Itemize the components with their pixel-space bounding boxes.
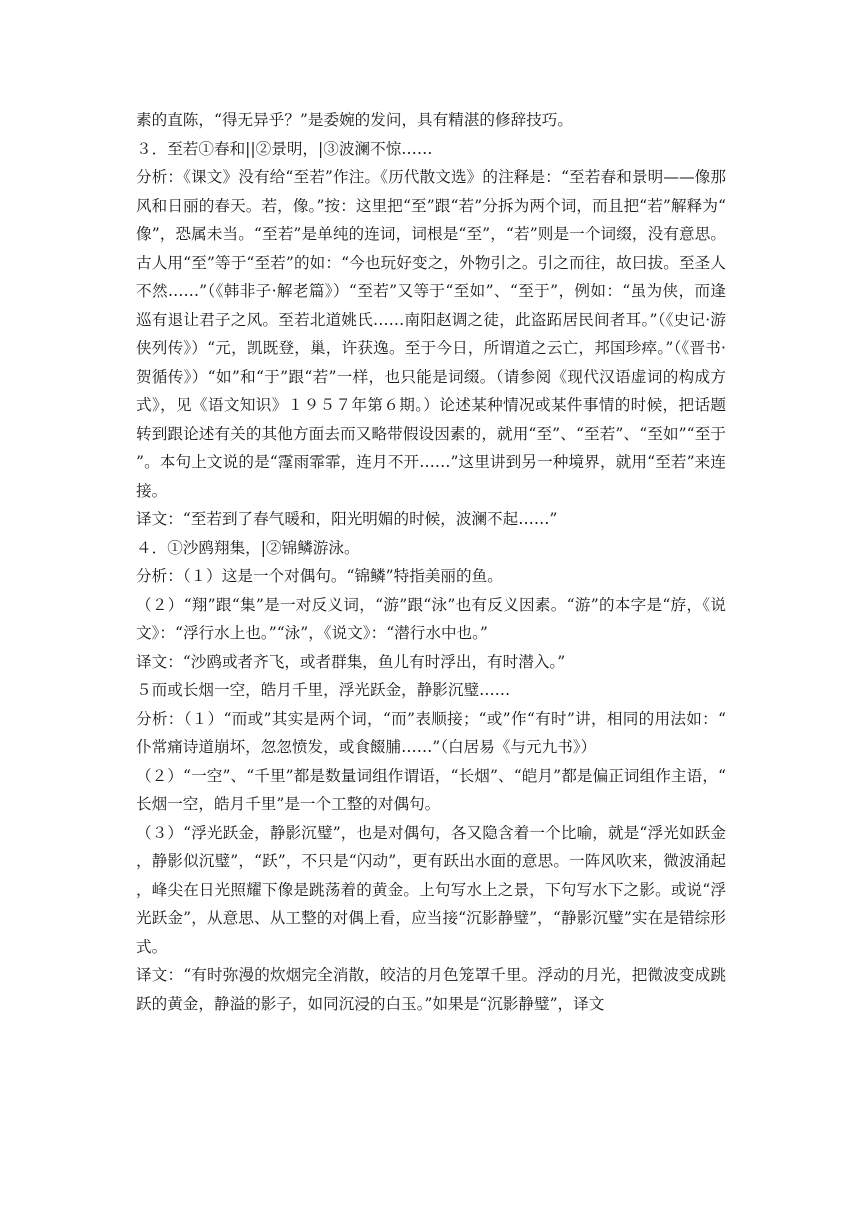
item-5-analysis-3: （３）“浮光跃金，静影沉璧”，也是对偶句，各又隐含着一个比喻，就是“浮光如跃金，静影似沉璧”，“跃”，不只是“闪动”，更有跃出水面的意思。一阵风吹来，微波涌起，峰尖在日光照耀下像是跳荡着的黄金。上句写水上之景，下句写水下之影。或说“浮光跃金”，从意思、从工整的对偶上看，应当接“沉影静璧”，“静影沉璧”实在是错综形式。 <box>136 823 726 956</box>
item-5-analysis-1: 分析：（１）“而或”其实是两个词，“而”表顺接；“或”作“有时”讲，相同的用法如：“仆常痛诗道崩坏，忽忽愤发，或食餟脯……”（白居易《与元九书》） <box>136 709 726 756</box>
item-3-heading: ３．至若①春和||②景明，|③波澜不惊…… <box>136 139 433 158</box>
item-5-analysis-2: （２）“一空”、“千里”都是数量词组作谓语，“长烟”、“皑月”都是偏正词组作主语，“长烟一空，皓月千里”是一个工整的对偶句。 <box>136 766 726 813</box>
paragraph-continuation: 素的直陈，“得无异乎？”是委婉的发问，具有精湛的修辞技巧。 <box>136 111 573 129</box>
item-4-analysis-1: 分析：（１）这是一个对偶句。“锦鳞”特指美丽的鱼。 <box>136 567 503 585</box>
item-4-heading: ４．①沙鸥翔集，|②锦鳞游泳。 <box>136 538 360 557</box>
item-3-translation: 译文：“至若到了春气暖和，阳光明媚的时候，波澜不起……” <box>136 510 558 528</box>
document-body <box>136 106 726 1018</box>
item-4-analysis-2: （２）“翔”跟“集”是一对反义词，“游”跟“泳”也有反义因素。“游”的本字是“斿，《说文》：“浮行水上也。”“泳”，《说文》：“潜行水中也。” <box>136 595 726 642</box>
item-5-translation: 译文：“有时弥漫的炊烟完全消散，皎洁的月色笼罩千里。浮动的月光，把微波变成跳跃的黄金，静溢的影子，如同沉浸的白玉。”如果是“沉影静璧”，译文 <box>136 966 726 1013</box>
item-5-heading: ５而或长烟一空，皓月千里，浮光跃金，静影沉璧…… <box>136 681 511 699</box>
item-3-analysis: 分析：《课文》没有给“至若”作注。《历代散文选》的注释是：“至若春和景明——像那风和日丽的春天。若，像。”按：这里把“至”跟“若”分拆为两个词，而且把“若”解释为“像”，恐属未当。“至若”是单纯的连词，词根是“至”，“若”则是一个词缀，没有意思。古人用“至”等于“至若”的如：“今也玩好变之，外物引之。引之而往，故曰拔。至圣人不然……”（《韩非子·解老篇》）“至若”又等于“至如”、“至于”，例如：“虽为侠，而逢巡有退让君子之风。至若北道姚氏……南阳赵调之徒，此盗跖居民间者耳。”（《史记·游侠列传》）“元，凯既登，巢，许获逸。至于今日，所谓道之云亡，邦国珍瘁。”（《晋书·贺循传》）“如”和“于”跟“若”一样，也只能是词缀。（请参阅《现代汉语虚词的构成方式》，见《语文知识》１９５７年第６期。）论述某种情况或某件事情的时候，把话题转到跟论述有关的其他方面去而又略带假设因素的，就用“至”、“至若”、“至如”“至于”。本句上文说的是“霪雨霏霏，连月不开……”这里讲到另一种境界，就用“至若”来连接。 <box>136 168 726 500</box>
item-4-translation: 译文：“沙鸥或者齐飞，或者群集，鱼儿有时浮出，有时潜入。” <box>136 652 566 671</box>
